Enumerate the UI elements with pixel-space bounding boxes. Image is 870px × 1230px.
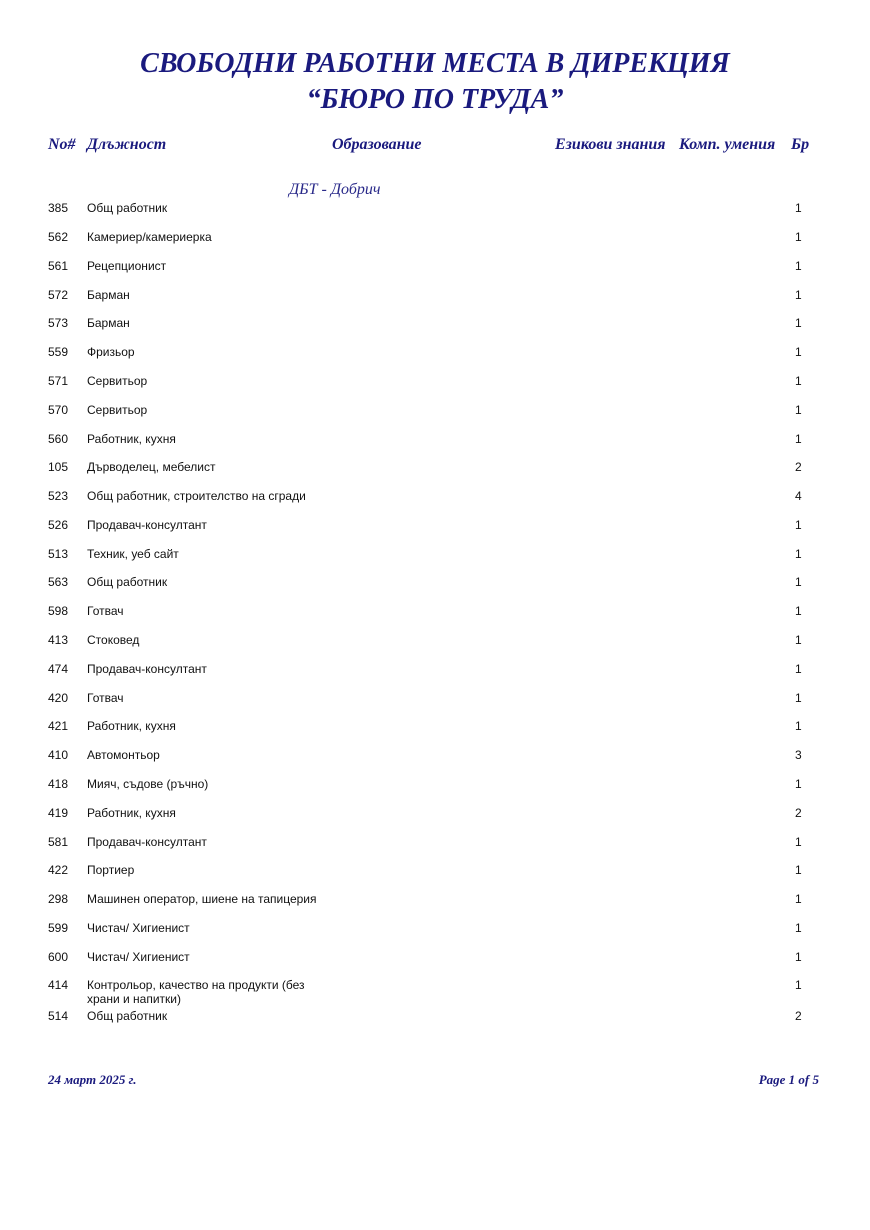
row-position: Продавач-консултант [87, 662, 207, 676]
row-count: 1 [795, 777, 802, 791]
row-number: 418 [48, 777, 69, 791]
row-count: 1 [795, 288, 802, 302]
row-count: 1 [795, 604, 802, 618]
row-count: 1 [795, 950, 802, 964]
row-number: 570 [48, 403, 69, 417]
row-position: Фризьор [87, 345, 135, 359]
row-position: Машинен оператор, шиене на тапицерия [87, 892, 317, 906]
row-count: 1 [795, 978, 802, 992]
row-position: Автомонтьор [87, 748, 160, 762]
row-count: 1 [795, 432, 802, 446]
row-count: 2 [795, 806, 802, 820]
row-position: Портиер [87, 863, 135, 877]
row-count: 1 [795, 230, 802, 244]
row-count: 1 [795, 719, 802, 733]
row-position: Рецепционист [87, 259, 167, 273]
row-position: Продавач-консултант [87, 835, 207, 849]
row-count: 1 [795, 575, 802, 589]
row-position: Чистач/ Хигиенист [87, 950, 190, 964]
row-number: 413 [48, 633, 69, 647]
row-count: 1 [795, 201, 802, 215]
row-position: Готвач [87, 604, 124, 618]
row-number: 600 [48, 950, 69, 964]
row-number: 385 [48, 201, 69, 215]
row-count: 1 [795, 921, 802, 935]
row-count: 1 [795, 892, 802, 906]
section-heading: ДБТ - Добрич [289, 181, 381, 198]
row-position: Мияч, съдове (ръчно) [87, 777, 209, 791]
row-number: 572 [48, 288, 69, 302]
row-number: 559 [48, 345, 69, 359]
row-count: 1 [795, 863, 802, 877]
column-header-position: Длъжност [87, 136, 167, 153]
row-position: Общ работник, строителство на сгради [87, 489, 306, 503]
row-number: 105 [48, 460, 69, 474]
row-position: Общ работник [87, 1009, 168, 1023]
row-position: Стоковед [87, 633, 140, 647]
row-position: Работник, кухня [87, 719, 176, 733]
row-position: Работник, кухня [87, 432, 176, 446]
row-count: 1 [795, 633, 802, 647]
row-number: 562 [48, 230, 69, 244]
row-position: Готвач [87, 691, 124, 705]
row-number: 523 [48, 489, 69, 503]
column-header-count: Бр [791, 136, 810, 153]
column-header-languages: Езикови знания [555, 136, 666, 153]
row-position: Продавач-консултант [87, 518, 207, 532]
column-header-computer-skills: Комп. умения [679, 136, 776, 153]
row-count: 1 [795, 835, 802, 849]
row-number: 419 [48, 806, 69, 820]
row-count: 1 [795, 662, 802, 676]
row-position: Сервитьор [87, 403, 148, 417]
row-position: Сервитьор [87, 374, 148, 388]
row-number: 573 [48, 316, 69, 330]
row-position: Техник, уеб сайт [87, 547, 179, 561]
row-position: Чистач/ Хигиенист [87, 921, 190, 935]
row-count: 1 [795, 691, 802, 705]
row-position: Работник, кухня [87, 806, 176, 820]
row-count: 1 [795, 518, 802, 532]
row-position: Контрольор, качество на продукти (без храни и напитки) [87, 978, 305, 1006]
row-number: 563 [48, 575, 69, 589]
row-position: Барман [87, 316, 130, 330]
row-number: 421 [48, 719, 69, 733]
row-count: 1 [795, 403, 802, 417]
row-number: 599 [48, 921, 69, 935]
row-count: 4 [795, 489, 802, 503]
row-number: 474 [48, 662, 69, 676]
row-count: 1 [795, 316, 802, 330]
row-number: 598 [48, 604, 69, 618]
row-count: 1 [795, 345, 802, 359]
row-number: 581 [48, 835, 69, 849]
row-count: 1 [795, 259, 802, 273]
row-number: 410 [48, 748, 69, 762]
row-position: Дърводелец, мебелист [87, 460, 216, 474]
column-header-education: Образование [332, 136, 422, 153]
row-number: 414 [48, 978, 69, 992]
page-title-line1: СВОБОДНИ РАБОТНИ МЕСТА В ДИРЕКЦИЯ [140, 48, 730, 79]
row-number: 420 [48, 691, 69, 705]
row-number: 526 [48, 518, 69, 532]
footer-page-number: Page 1 of 5 [758, 1072, 819, 1087]
row-number: 561 [48, 259, 69, 273]
row-position: Общ работник [87, 575, 168, 589]
row-count: 1 [795, 374, 802, 388]
row-number: 422 [48, 863, 69, 877]
row-number: 571 [48, 374, 69, 388]
row-count: 2 [795, 460, 802, 474]
row-count: 2 [795, 1009, 802, 1023]
row-number: 560 [48, 432, 69, 446]
row-number: 298 [48, 892, 69, 906]
row-number: 513 [48, 547, 69, 561]
row-position: Камериер/камериерка [87, 230, 212, 244]
footer-date: 24 март 2025 г. [48, 1072, 137, 1087]
row-count: 1 [795, 547, 802, 561]
row-count: 3 [795, 748, 802, 762]
column-header-no: No# [48, 136, 76, 153]
row-position: Общ работник [87, 201, 168, 215]
row-number: 514 [48, 1009, 69, 1023]
page-title-line2: “БЮРО ПО ТРУДА” [306, 84, 564, 115]
row-position: Барман [87, 288, 130, 302]
